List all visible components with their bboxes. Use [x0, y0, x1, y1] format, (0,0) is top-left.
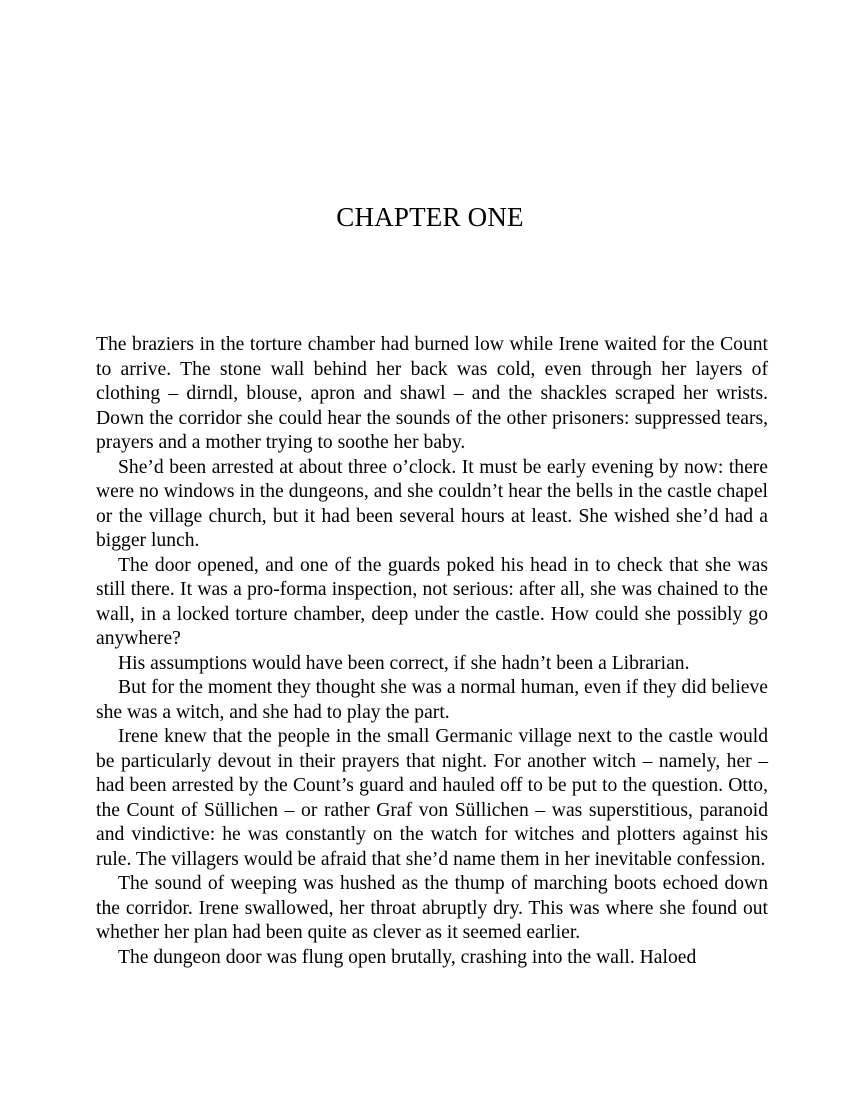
paragraph: Irene knew that the people in the small Germanic village next to the castle would be particularly devout in their prayers that night. For another witch – namely, her – had been arrested by the Count’s guard and hauled off to be put to the question. Otto, the Count of Süllichen – or rather Graf von Süllichen – was superstitious, paranoid and vindictive: he was constantly on the watch for witches and plotters against his rule. The villagers would be afraid that she’d name them in her inevitable confession.	[96, 726, 768, 870]
paragraph: But for the moment they thought she was a normal human, even if they did believe she was a witch, and she had to play the part.	[96, 677, 768, 723]
paragraph: His assumptions would have been correct, if she hadn’t been a Librarian.	[118, 652, 690, 674]
paragraph: The braziers in the torture chamber had burned low while Irene waited for the Count to arrive. The stone wall behind her back was cold, even through her layers of clothing – dirndl, blouse, apron and shawl – and the shackles scraped her wrists. Down the corridor she could hear the sounds of the other prisoners: suppressed tears, prayers and a mother trying to soothe her baby.	[96, 334, 768, 453]
paragraph: The dungeon door was flung open brutally, crashing into the wall. Haloed	[118, 946, 697, 968]
paragraph: She’d been arrested at about three o’clock. It must be early evening by now: there were no windows in the dungeons, and she couldn’t hear the bells in the castle chapel or the village church, but it had been several hours at least. She wished she’d had a bigger lunch.	[96, 456, 768, 551]
chapter-title: CHAPTER ONE	[336, 202, 524, 232]
chapter-body	[96, 333, 768, 970]
paragraph: The door opened, and one of the guards poked his head in to check that she was still there. It was a pro-forma inspection, not serious: after all, she was chained to the wall, in a locked torture chamber, deep under the castle. How could she possibly go anywhere?	[96, 554, 768, 649]
paragraph: The sound of weeping was hushed as the thump of marching boots echoed down the corridor. Irene swallowed, her throat abruptly dry. This was where she found out whether her plan had been quite as clever as it seemed earlier.	[96, 873, 768, 943]
